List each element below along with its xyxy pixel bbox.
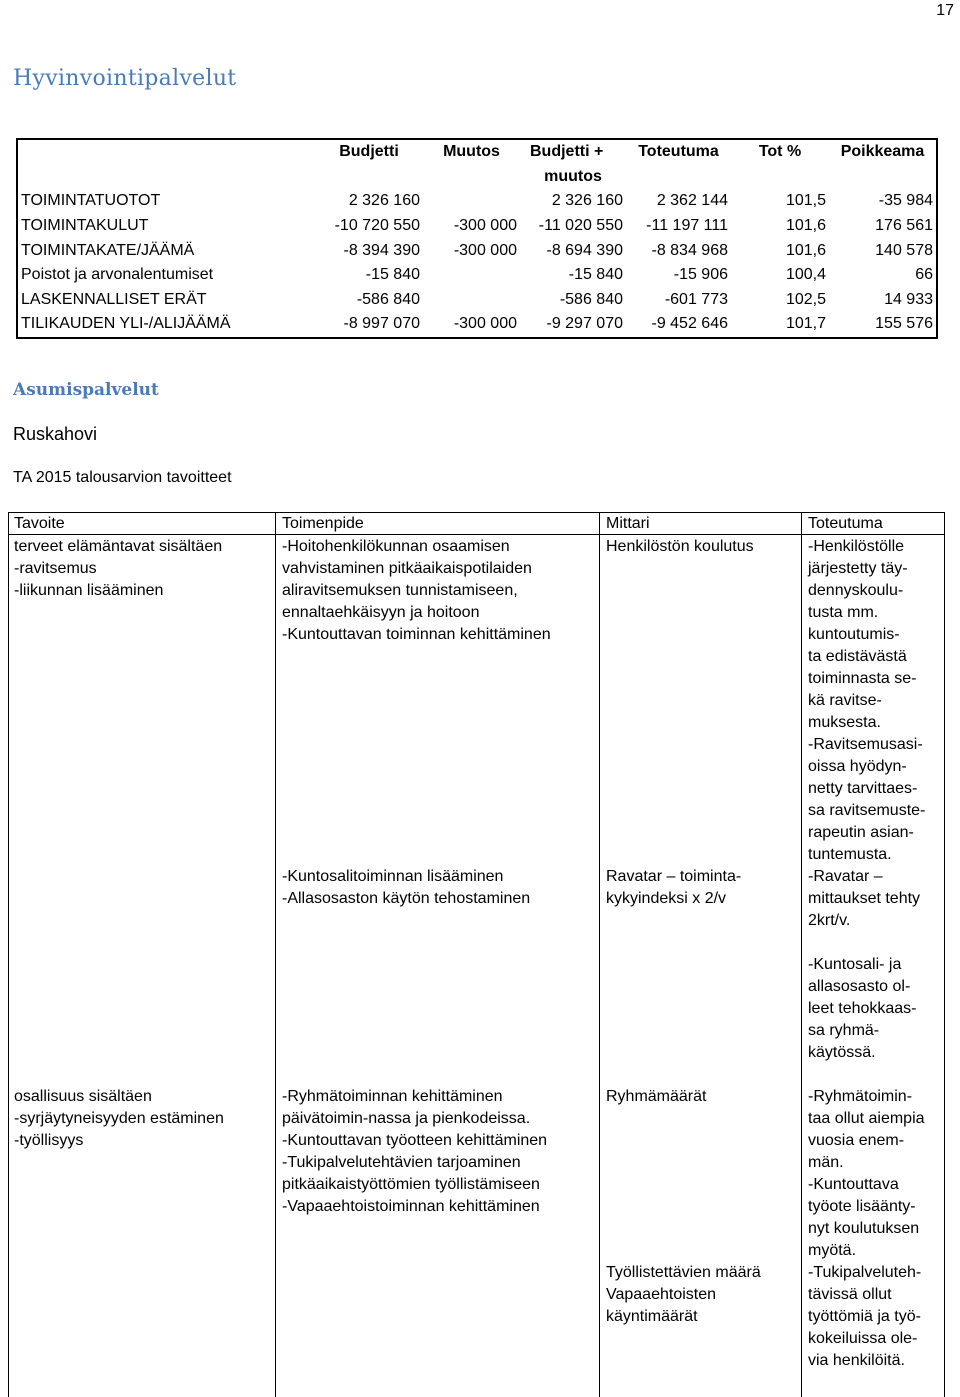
text-line: män. xyxy=(808,1154,844,1171)
text-line: rapeutin asian- xyxy=(808,824,914,841)
text-line: työote lisäänty- xyxy=(808,1198,916,1215)
finance-row xyxy=(17,238,937,263)
goal-toteutuma-1a xyxy=(808,536,925,932)
finance-header-blank xyxy=(17,165,315,190)
text-line: -Ravatar – xyxy=(808,868,883,885)
text-line: via henkilöitä. xyxy=(808,1352,905,1369)
text-line: vuosia enem- xyxy=(808,1132,905,1149)
finance-row xyxy=(17,214,937,239)
finance-cell-muutos: -300 000 xyxy=(453,241,517,259)
finance-cell-muutos: -300 000 xyxy=(453,315,517,333)
finance-cell-muutos xyxy=(423,288,520,313)
finance-header-blank xyxy=(315,165,423,190)
page-number: 17 xyxy=(936,2,954,19)
header-toteutuma: Toteutuma xyxy=(638,143,719,161)
header-muutos-second-line: muutos xyxy=(544,167,602,185)
header-budjetti-muutos: Budjetti + xyxy=(530,143,604,161)
finance-cell-bm: -15 840 xyxy=(568,266,623,284)
finance-row xyxy=(17,263,937,288)
text-line: vahvistaminen pitkäaikaispotilaiden xyxy=(282,560,532,577)
text-line: pitkäaikaistyöttömien työllistämiseen xyxy=(282,1176,540,1193)
text-line: -työllisyys xyxy=(14,1132,84,1149)
finance-cell-label: TILIKAUDEN YLI-/ALIJÄÄMÄ xyxy=(21,315,231,333)
finance-cell-label: TOIMINTATUOTOT xyxy=(21,192,161,210)
finance-cell-budjetti: -15 840 xyxy=(365,266,420,284)
text-line: taa ollut aiempia xyxy=(808,1110,925,1127)
finance-cell-toteutuma: -8 834 968 xyxy=(651,241,728,259)
text-line: järjestetty täy- xyxy=(808,560,908,577)
finance-cell-budjetti: -8 997 070 xyxy=(343,315,420,333)
text-line: Työllistettävien määrä xyxy=(606,1264,761,1281)
header-poikkeama: Poikkeama xyxy=(840,143,925,161)
goal-toimenpide-1b xyxy=(282,866,530,910)
text-line: päivätoimin-nassa ja pienkodeissa. xyxy=(282,1110,531,1127)
text-line: -Kuntosalitoiminnan lisääminen xyxy=(282,868,504,885)
text-line: -Ryhmätoiminnan kehittäminen xyxy=(282,1088,503,1105)
finance-row xyxy=(17,189,937,214)
text-line: -ravitsemus xyxy=(14,560,97,577)
finance-header-row xyxy=(17,139,937,165)
text-line: allasosasto ol- xyxy=(808,978,911,995)
finance-cell-budjetti: -8 394 390 xyxy=(343,241,420,259)
finance-cell-tot: 101,5 xyxy=(785,192,826,210)
goal-tavoite-2 xyxy=(14,1086,224,1152)
finance-row xyxy=(17,288,937,313)
finance-cell-muutos xyxy=(423,189,520,214)
text-line: mittaukset tehty xyxy=(808,890,921,907)
text-line: -Kuntosali- ja xyxy=(808,956,902,973)
finance-cell-poikkeama: 176 561 xyxy=(875,217,933,235)
finance-cell-toteutuma: -15 906 xyxy=(673,266,728,284)
finance-cell-budjetti: -586 840 xyxy=(356,290,420,308)
header-tot-pct: Tot % xyxy=(758,143,802,161)
finance-cell-budjetti: 2 326 160 xyxy=(348,192,420,210)
finance-cell-poikkeama: 155 576 xyxy=(875,315,933,333)
text-line: -Ravitsemusasi- xyxy=(808,736,923,753)
text-line: terveet elämäntavat sisältäen xyxy=(14,538,223,555)
finance-cell-muutos xyxy=(423,263,520,288)
text-line: tuntemusta. xyxy=(808,846,892,863)
finance-cell-tot: 101,6 xyxy=(785,241,826,259)
text-line: Henkilöstön koulutus xyxy=(606,538,754,555)
finance-cell-poikkeama: 14 933 xyxy=(884,290,933,308)
goal-mittari-1a xyxy=(606,536,754,558)
column-divider xyxy=(599,513,600,1397)
text-line: sa ravitsemuste- xyxy=(808,802,926,819)
text-line: netty tarvittaes- xyxy=(808,780,918,797)
subsection-title: Asumispalvelut xyxy=(13,380,159,400)
text-line: aliravitsemuksen tunnistamiseen, xyxy=(282,582,518,599)
goal-toteutuma-2 xyxy=(808,1086,925,1372)
text-line: -Hoitohenkilökunnan osaamisen xyxy=(282,538,510,555)
goal-tavoite-1 xyxy=(14,536,222,602)
finance-cell-bm: 2 326 160 xyxy=(551,192,623,210)
text-line: ta edistävästä xyxy=(808,648,907,665)
goal-toimenpide-1a xyxy=(282,536,551,646)
text-line: sa ryhmä- xyxy=(808,1022,880,1039)
text-line: kykyindeksi x 2/v xyxy=(606,890,727,907)
finance-cell-budjetti: -10 720 550 xyxy=(334,217,420,235)
text-line: -Allasosaston käytön tehostaminen xyxy=(282,890,531,907)
finance-header-blank xyxy=(423,165,520,190)
finance-cell-poikkeama: -35 984 xyxy=(878,192,933,210)
finance-cell-toteutuma: 2 362 144 xyxy=(656,192,728,210)
finance-cell-label: TOIMINTAKULUT xyxy=(21,217,149,235)
finance-cell-muutos: -300 000 xyxy=(453,217,517,235)
text-line: -liikunnan lisääminen xyxy=(14,582,164,599)
finance-header-blank xyxy=(731,165,829,190)
text-line: Ravatar – toiminta- xyxy=(606,868,742,885)
goals-title: TA 2015 talousarvion tavoitteet xyxy=(13,469,232,486)
text-line: tävissä ollut xyxy=(808,1286,892,1303)
finance-cell-poikkeama: 66 xyxy=(915,266,933,284)
text-line: oissa hyödyn- xyxy=(808,758,907,775)
text-line: -Kuntouttavan työotteen kehittäminen xyxy=(282,1132,548,1149)
text-line: -Tukipalveluteh- xyxy=(808,1264,922,1281)
finance-cell-bm: -586 840 xyxy=(559,290,623,308)
goal-mittari-1b xyxy=(606,866,741,910)
text-line: tusta mm. xyxy=(808,604,879,621)
text-line: nyt koulutuksen xyxy=(808,1220,920,1237)
goal-mittari-2a xyxy=(606,1086,706,1108)
header-tavoite: Tavoite xyxy=(14,515,65,532)
column-divider xyxy=(275,513,276,1397)
header-toteutuma: Toteutuma xyxy=(808,515,883,532)
goals-table xyxy=(8,512,945,1397)
text-line: kokeiluissa ole- xyxy=(808,1330,918,1347)
goals-header-row xyxy=(9,513,944,535)
text-line: käytössä. xyxy=(808,1044,876,1061)
text-line: -Kuntouttavan toiminnan kehittäminen xyxy=(282,626,551,643)
header-budjetti: Budjetti xyxy=(339,143,399,161)
finance-row xyxy=(17,312,937,338)
text-line: toiminnasta se- xyxy=(808,670,917,687)
goal-toteutuma-1b xyxy=(808,954,917,1064)
section-title: Hyvinvointipalvelut xyxy=(13,66,237,91)
text-line: -Kuntouttava xyxy=(808,1176,899,1193)
finance-cell-toteutuma: -9 452 646 xyxy=(651,315,728,333)
text-line: käyntimäärät xyxy=(606,1308,698,1325)
unit-name: Ruskahovi xyxy=(13,424,98,444)
finance-header-blank xyxy=(829,165,937,190)
text-line: ennaltaehkäisyyn ja hoitoon xyxy=(282,604,480,621)
goal-toimenpide-2 xyxy=(282,1086,547,1218)
finance-cell-toteutuma: -11 197 111 xyxy=(646,217,728,235)
finance-header-blank xyxy=(626,165,731,190)
finance-cell-toteutuma: -601 773 xyxy=(664,290,728,308)
finance-cell-bm: -9 297 070 xyxy=(546,315,623,333)
finance-cell-tot: 102,5 xyxy=(785,290,826,308)
goal-mittari-2b xyxy=(606,1262,761,1328)
text-line: myötä. xyxy=(808,1242,857,1259)
text-line: kä ravitse- xyxy=(808,692,882,709)
text-line: työttömiä ja työ- xyxy=(808,1308,921,1325)
finance-table xyxy=(16,138,938,339)
finance-cell-tot: 100,4 xyxy=(785,266,826,284)
header-mittari: Mittari xyxy=(606,515,650,532)
text-line: -Vapaaehtoistoiminnan kehittäminen xyxy=(282,1198,540,1215)
text-line: -syrjäytyneisyyden estäminen xyxy=(14,1110,224,1127)
header-toimenpide: Toimenpide xyxy=(282,515,364,532)
text-line: muksesta. xyxy=(808,714,881,731)
text-line: osallisuus sisältäen xyxy=(14,1088,152,1105)
finance-cell-bm: -8 694 390 xyxy=(546,241,623,259)
text-line: -Tukipalvelutehtävien tarjoaminen xyxy=(282,1154,521,1171)
text-line: dennyskoulu- xyxy=(808,582,904,599)
text-line: Vapaaehtoisten xyxy=(606,1286,717,1303)
text-line: leet tehokkaas- xyxy=(808,1000,917,1017)
finance-header-blank xyxy=(17,139,315,165)
finance-cell-label: TOIMINTAKATE/JÄÄMÄ xyxy=(21,241,195,259)
text-line: -Henkilöstölle xyxy=(808,538,905,555)
text-line: Ryhmämäärät xyxy=(606,1088,707,1105)
header-muutos: Muutos xyxy=(443,143,500,161)
finance-cell-bm: -11 020 550 xyxy=(538,217,623,235)
text-line: 2krt/v. xyxy=(808,912,851,929)
text-line: kuntoutumis- xyxy=(808,626,900,643)
column-divider xyxy=(801,513,802,1397)
finance-cell-label: LASKENNALLISET ERÄT xyxy=(21,290,207,308)
text-line: -Ryhmätoimin- xyxy=(808,1088,913,1105)
finance-header-row-2 xyxy=(17,165,937,190)
finance-cell-poikkeama: 140 578 xyxy=(875,241,933,259)
finance-cell-label: Poistot ja arvonalentumiset xyxy=(21,266,214,284)
finance-cell-tot: 101,6 xyxy=(785,217,826,235)
finance-cell-tot: 101,7 xyxy=(785,315,826,333)
